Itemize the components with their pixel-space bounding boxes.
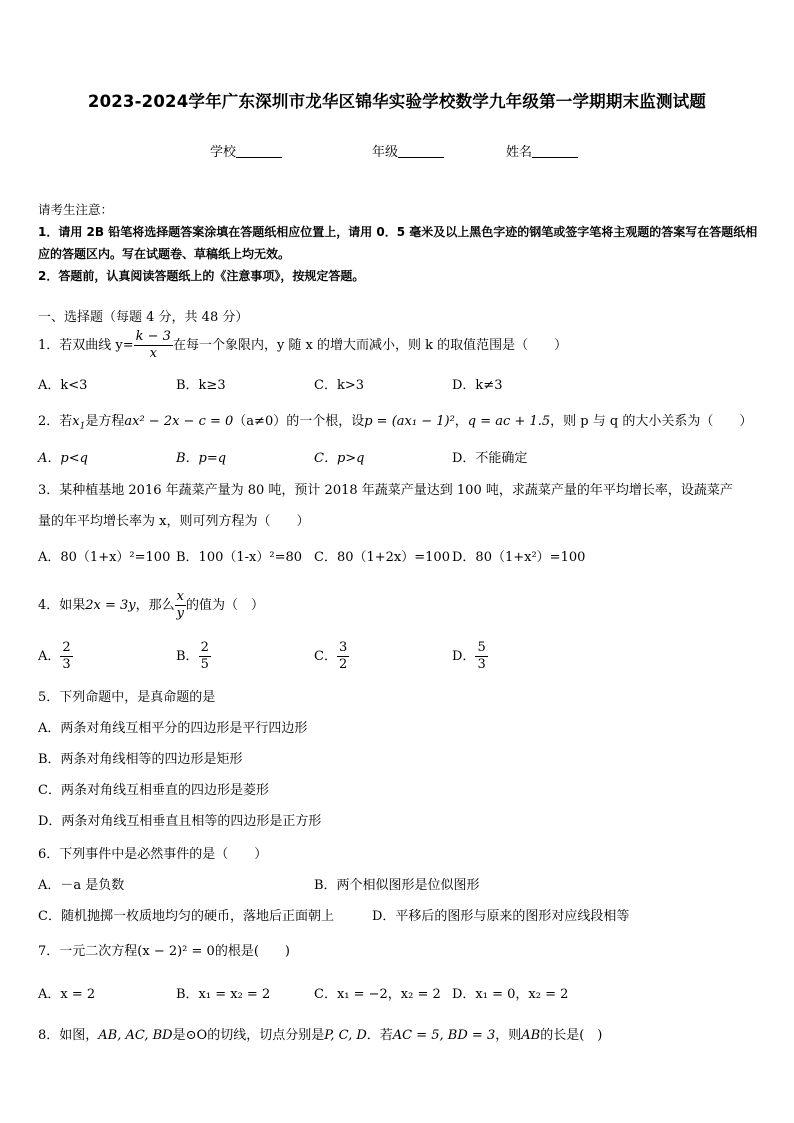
q4-d-den: 3 <box>477 657 486 672</box>
q4-c-den: 2 <box>338 657 348 672</box>
q2-p-definition: p = (ax₁ − 1)² <box>364 414 455 429</box>
q2-p1: 2．若 <box>38 414 73 429</box>
q5-option-a: A．两条对角线互相平分的四边形是平行四边形 <box>38 721 308 736</box>
notice-block <box>38 199 760 287</box>
q8-points: P, C, D <box>324 1028 367 1043</box>
q2-x1-base: x <box>72 414 80 429</box>
q2-option-c: C．p>q <box>314 451 365 466</box>
q7-option-a: A．x = 2 <box>38 987 96 1002</box>
name-label: 姓名 <box>506 145 533 160</box>
q8-tangent-lines: AB, AC, BD <box>98 1028 173 1043</box>
q8-condition: AC = 5, BD = 3 <box>392 1028 496 1043</box>
q4-a-label: A． <box>38 649 61 664</box>
q2-x1-sub: 1 <box>79 421 86 432</box>
q4-frac-num: x <box>176 589 185 604</box>
question-3-line-2: 量的年平均增长率为 x，则可列方程为（ ） <box>38 514 310 529</box>
q4-option-a <box>38 640 73 673</box>
question-5-stem: 5．下列命题中，是真命题的是 <box>38 690 216 705</box>
question-6-stem: 6．下列事件中是必然事件的是（ ） <box>38 847 268 862</box>
q1-option-d: D．k≠3 <box>452 378 503 393</box>
grade-field <box>372 141 444 160</box>
q8-p5: ，则 <box>495 1028 522 1043</box>
q8-p6: 的长是( ) <box>540 1028 603 1043</box>
q2-x1 <box>72 414 86 432</box>
question-3-line-1: 3．某种植基地 2016 年蔬菜产量为 80 吨，预计 2018 年蔬菜产量达到 100 吨，求蔬菜产量的年平均增长率，设蔬菜产 <box>38 483 733 498</box>
q4-a-den: 3 <box>62 657 71 672</box>
q4-option-b <box>176 640 211 673</box>
q4-d-fraction <box>475 640 487 673</box>
q5-option-b: B．两条对角线相等的四边形是矩形 <box>38 752 243 767</box>
grade-label: 年级 <box>372 145 399 160</box>
q6-option-d: D．平移后的图形与原来的图形对应线段相等 <box>372 909 630 924</box>
q1-pre: 1．若双曲线 y= <box>38 338 134 353</box>
q8-p2: 是 <box>172 1028 186 1043</box>
q7-post: 的根是( ) <box>214 944 290 959</box>
section-heading: 一、选择题（每题 4 分，共 48 分） <box>38 310 249 325</box>
q3-option-a: A．80（1+x）²=100 <box>38 550 171 565</box>
question-8-stem <box>38 1024 602 1043</box>
q6-option-b: B．两个相似图形是位似图形 <box>314 878 480 893</box>
q6-option-a: A．－a 是负数 <box>38 878 125 893</box>
q4-b-fraction <box>199 640 211 673</box>
q2-q-definition: q = ac + 1.5 <box>467 414 551 429</box>
q3-option-d: D．80（1+x²）=100 <box>452 550 586 565</box>
q4-equation: 2x = 3y <box>85 598 136 613</box>
q1-frac-den: x <box>149 346 157 361</box>
q4-c-label: C． <box>314 649 337 664</box>
q1-option-a: A．k<3 <box>38 378 88 393</box>
q2-p3: （a≠0）的一个根，设 <box>233 414 365 429</box>
name-blank <box>532 145 578 158</box>
q2-option-b: B．p=q <box>176 451 227 466</box>
question-2-stem <box>38 410 752 432</box>
q7-option-c: C．x₁ = −2，x₂ = 2 <box>314 987 441 1002</box>
q2-equation: ax² − 2x − c = 0 <box>124 414 234 429</box>
question-4-stem <box>38 589 264 622</box>
q5-option-d: D．两条对角线互相垂直且相等的四边形是正方形 <box>38 814 322 829</box>
q5-option-c: C．两条对角线互相垂直的四边形是菱形 <box>38 783 269 798</box>
q4-c-num: 3 <box>338 640 348 655</box>
q2-option-a: A．p<q <box>38 451 88 466</box>
q6-option-c: C．随机抛掷一枚质地均匀的硬币，落地后正面朝上 <box>38 909 334 924</box>
q4-option-d <box>452 640 488 673</box>
q4-a-fraction <box>60 640 72 673</box>
q7-pre: 7．一元二次方程 <box>38 944 138 959</box>
q1-option-c: C．k>3 <box>314 378 364 393</box>
q4-c-fraction <box>337 640 349 673</box>
q4-option-c <box>314 640 349 673</box>
school-label: 学校 <box>210 145 237 160</box>
q1-fraction <box>134 329 173 362</box>
q8-ab: AB <box>521 1028 541 1043</box>
q1-frac-num: k − 3 <box>135 329 171 344</box>
question-1-stem <box>38 329 567 362</box>
name-field <box>506 141 578 160</box>
q2-p2: 是方程 <box>85 414 125 429</box>
q8-p1: 8．如图， <box>38 1028 99 1043</box>
q2-option-d: D．不能确定 <box>452 451 528 466</box>
q7-option-b: B．x₁ = x₂ = 2 <box>176 987 271 1002</box>
q4-b-num: 2 <box>200 640 209 655</box>
q4-b-den: 5 <box>200 657 209 672</box>
q1-post: 在每一个象限内，y 随 x 的增大而减小，则 k 的取值范围是（ ） <box>172 338 568 353</box>
q4-d-num: 5 <box>477 640 486 655</box>
school-field <box>210 141 282 160</box>
q4-fraction <box>175 589 186 622</box>
q1-option-b: B．k≥3 <box>176 378 226 393</box>
school-blank <box>236 145 282 158</box>
q7-option-d: D．x₁ = 0，x₂ = 2 <box>452 987 569 1002</box>
q8-p4: ．若 <box>366 1028 393 1043</box>
exam-title: 2023-2024学年广东深圳市龙华区锦华实验学校数学九年级第一学期期末监测试题 <box>87 92 707 111</box>
q4-frac-den: y <box>176 606 185 621</box>
question-7-stem <box>38 940 290 959</box>
notice-item-1: 1．请用 2B 铅笔将选择题答案涂填在答题纸相应位置上，请用 0．5 毫米及以上黑色字迹的钢笔或签字笔将主观题的答案写在答题纸相应的答题区内。写在试题卷、草稿纸上均无效。 <box>38 225 758 261</box>
q4-d-label: D． <box>452 649 476 664</box>
notice-heading: 请考生注意： <box>38 202 114 217</box>
q2-p5: ，则 p 与 q 的大小关系为（ ） <box>550 414 753 429</box>
grade-blank <box>398 145 444 158</box>
q3-option-c: C．80（1+2x）=100 <box>314 550 450 565</box>
q3-option-b: B．100（1-x）²=80 <box>176 550 303 565</box>
q4-post: 的值为（ ） <box>186 598 265 613</box>
q4-pre: 4．如果 <box>38 598 86 613</box>
q4-b-label: B． <box>176 649 199 664</box>
q8-circle: ⊙O <box>185 1028 208 1043</box>
q4-mid: ，那么 <box>135 598 175 613</box>
q7-equation: (x − 2)² = 0 <box>137 944 215 959</box>
q2-p4: ， <box>454 414 468 429</box>
q4-a-num: 2 <box>62 640 71 655</box>
q8-p3: 的切线，切点分别是 <box>207 1028 325 1043</box>
notice-item-2: 2．答题前，认真阅读答题纸上的《注意事项》，按规定答题。 <box>38 269 365 283</box>
